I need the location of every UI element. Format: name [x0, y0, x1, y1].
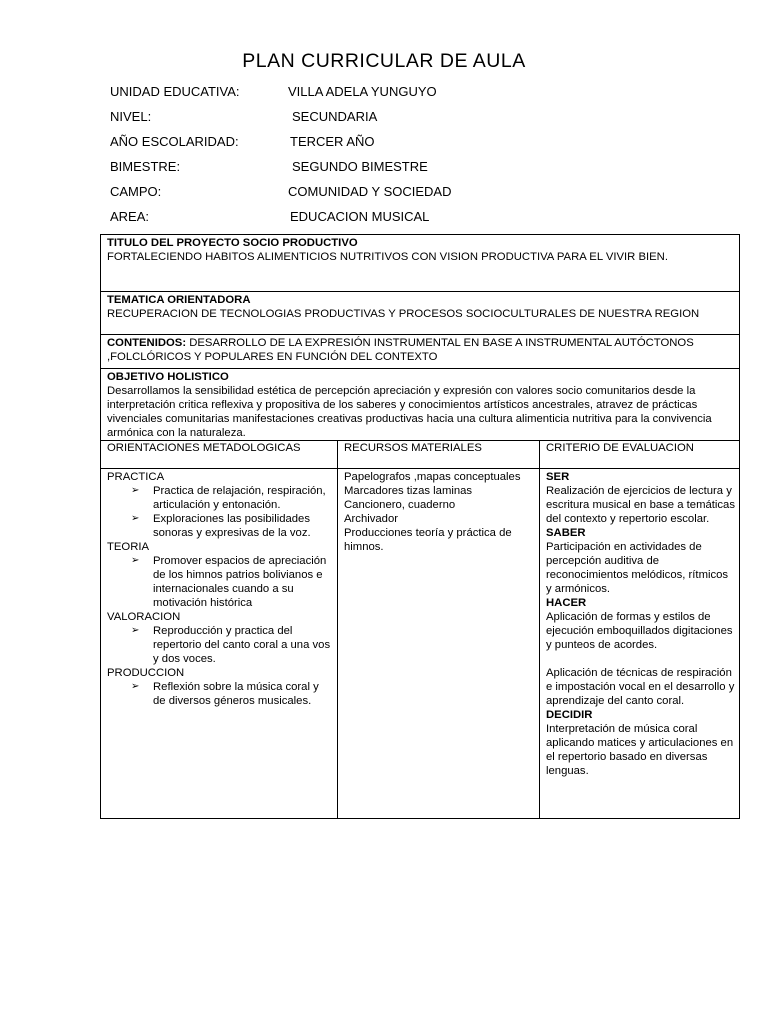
recursos-header: RECURSOS MATERIALES [338, 441, 539, 469]
contenidos-section [101, 335, 739, 369]
list-item: ➢ Reflexión sobre la música coral y de diversos géneros musicales. [131, 681, 319, 707]
criterio-column [540, 441, 739, 818]
info-label: AÑO ESCOLARIDAD: [110, 134, 239, 149]
hacer-label: HACER [546, 597, 587, 609]
objetivo-text: Desarrollamos la sensibilidad estética de percepción apreciación y expresión con valores socio comunitarios desde la interpretación critica reflexiva y propositiva de los saberes y conocimientos artísticos ancestrales, atravez de prácticas vivenciales comunitarias manifestaciones creativas productivas hacia una cultura alimenticia nutritiva para la convivencia armónica con la naturaleza. [107, 385, 712, 439]
contenidos-heading: CONTENIDOS: [107, 337, 187, 349]
decidir-label: DECIDIR [546, 709, 593, 721]
hacer-text-2: Aplicación de técnicas de respiración e impostación vocal en el desarrollo y aprendizaje del canto coral. [546, 667, 735, 707]
list-item: Papelografos ,mapas conceptuales [344, 471, 521, 483]
proyecto-section [101, 235, 739, 292]
proyecto-text: FORTALECIENDO HABITOS ALIMENTICIOS NUTRITIVOS CON VISION PRODUCTIVA PARA EL VIVIR BIEN. [107, 251, 668, 263]
list-item: ➢ Exploraciones las posibilidades sonoras y expresivas de la voz. [131, 513, 311, 539]
list-item: ➢ Practica de relajación, respiración, articulación y entonación. [131, 485, 326, 511]
orientaciones-header: ORIENTACIONES METADOLOGICAS [101, 441, 337, 469]
practica-label: PRACTICA [107, 471, 165, 483]
tematica-section [101, 292, 739, 335]
list-item: Marcadores tizas laminas [344, 485, 473, 497]
info-label: NIVEL: [110, 109, 152, 124]
contenidos-text: DESARROLLO DE LA EXPRESIÓN INSTRUMENTAL EN BASE A INSTRUMENTAL AUTÓCTONOS ,FOLCLÓRICOS Y POPULARES EN FUNCIÓN DEL CONTEXTO [107, 337, 694, 363]
page-title: PLAN CURRICULAR DE AULA [242, 50, 526, 72]
arrow-bullet-icon: ➢ [131, 681, 140, 692]
saber-text: Participación en actividades de percepción auditiva de reconocimientos melódicos, rítmicos y armónicos. [546, 541, 729, 595]
info-label: BIMESTRE: [110, 159, 181, 174]
info-row-bimestre [110, 159, 428, 174]
info-label: AREA: [110, 209, 150, 224]
info-label: CAMPO: [110, 184, 162, 199]
arrow-bullet-icon: ➢ [131, 625, 140, 636]
curriculum-table [100, 234, 740, 819]
orientaciones-column [101, 441, 338, 818]
produccion-label: PRODUCCION [107, 667, 185, 679]
list-item: Cancionero, cuaderno [344, 499, 456, 511]
info-value: SECUNDARIA [292, 109, 378, 124]
info-row-nivel [110, 109, 378, 124]
arrow-bullet-icon: ➢ [131, 485, 140, 496]
arrow-bullet-icon: ➢ [131, 513, 140, 524]
recursos-column [338, 441, 540, 818]
tematica-text: RECUPERACION DE TECNOLOGIAS PRODUCTIVAS Y PROCESOS SOCIOCULTURALES DE NUESTRA REGION [107, 308, 700, 320]
info-row-anio [110, 134, 375, 149]
saber-label: SABER [546, 527, 586, 539]
hacer-text: Aplicación de formas y estilos de ejecución emboquillados digitaciones y punteos de acordes. [546, 611, 733, 651]
info-value: TERCER AÑO [290, 134, 375, 149]
ser-label: SER [546, 471, 570, 483]
info-value: EDUCACION MUSICAL [290, 209, 430, 224]
list-item: ➢ Promover espacios de apreciación de los himnos patrios bolivianos e internacionales cuando a su motivación histórica [131, 555, 327, 609]
ser-text: Realización de ejercicios de lectura y escritura musical en base a temáticas del contexto y repertorio escolar. [546, 485, 735, 525]
criterio-header: CRITERIO DE EVALUACION [540, 441, 739, 469]
info-row-campo [110, 184, 452, 199]
proyecto-heading: TITULO DEL PROYECTO SOCIO PRODUCTIVO [107, 237, 358, 249]
list-item: ➢ Reproducción y practica del repertorio del canto coral a una vos y dos voces. [131, 625, 331, 665]
info-value: SEGUNDO BIMESTRE [292, 159, 428, 174]
decidir-text: Interpretación de música coral aplicando matices y articulaciones en el repertorio basado en diversas lenguas. [546, 723, 734, 777]
columns-section [101, 441, 739, 818]
arrow-bullet-icon: ➢ [131, 555, 140, 566]
info-label: UNIDAD EDUCATIVA: [110, 84, 240, 99]
list-item: Producciones teoría y práctica de himnos. [344, 527, 512, 553]
list-item: Archivador [344, 513, 398, 525]
objetivo-section [101, 369, 739, 441]
info-value: COMUNIDAD Y SOCIEDAD [288, 184, 452, 199]
tematica-heading: TEMATICA ORIENTADORA [107, 294, 251, 306]
teoria-label: TEORIA [107, 541, 150, 553]
info-row-unidad [110, 84, 437, 99]
objetivo-heading: OBJETIVO HOLISTICO [107, 371, 229, 383]
info-row-area [110, 209, 430, 224]
info-value: VILLA ADELA YUNGUYO [288, 84, 437, 99]
valoracion-label: VALORACION [107, 611, 181, 623]
